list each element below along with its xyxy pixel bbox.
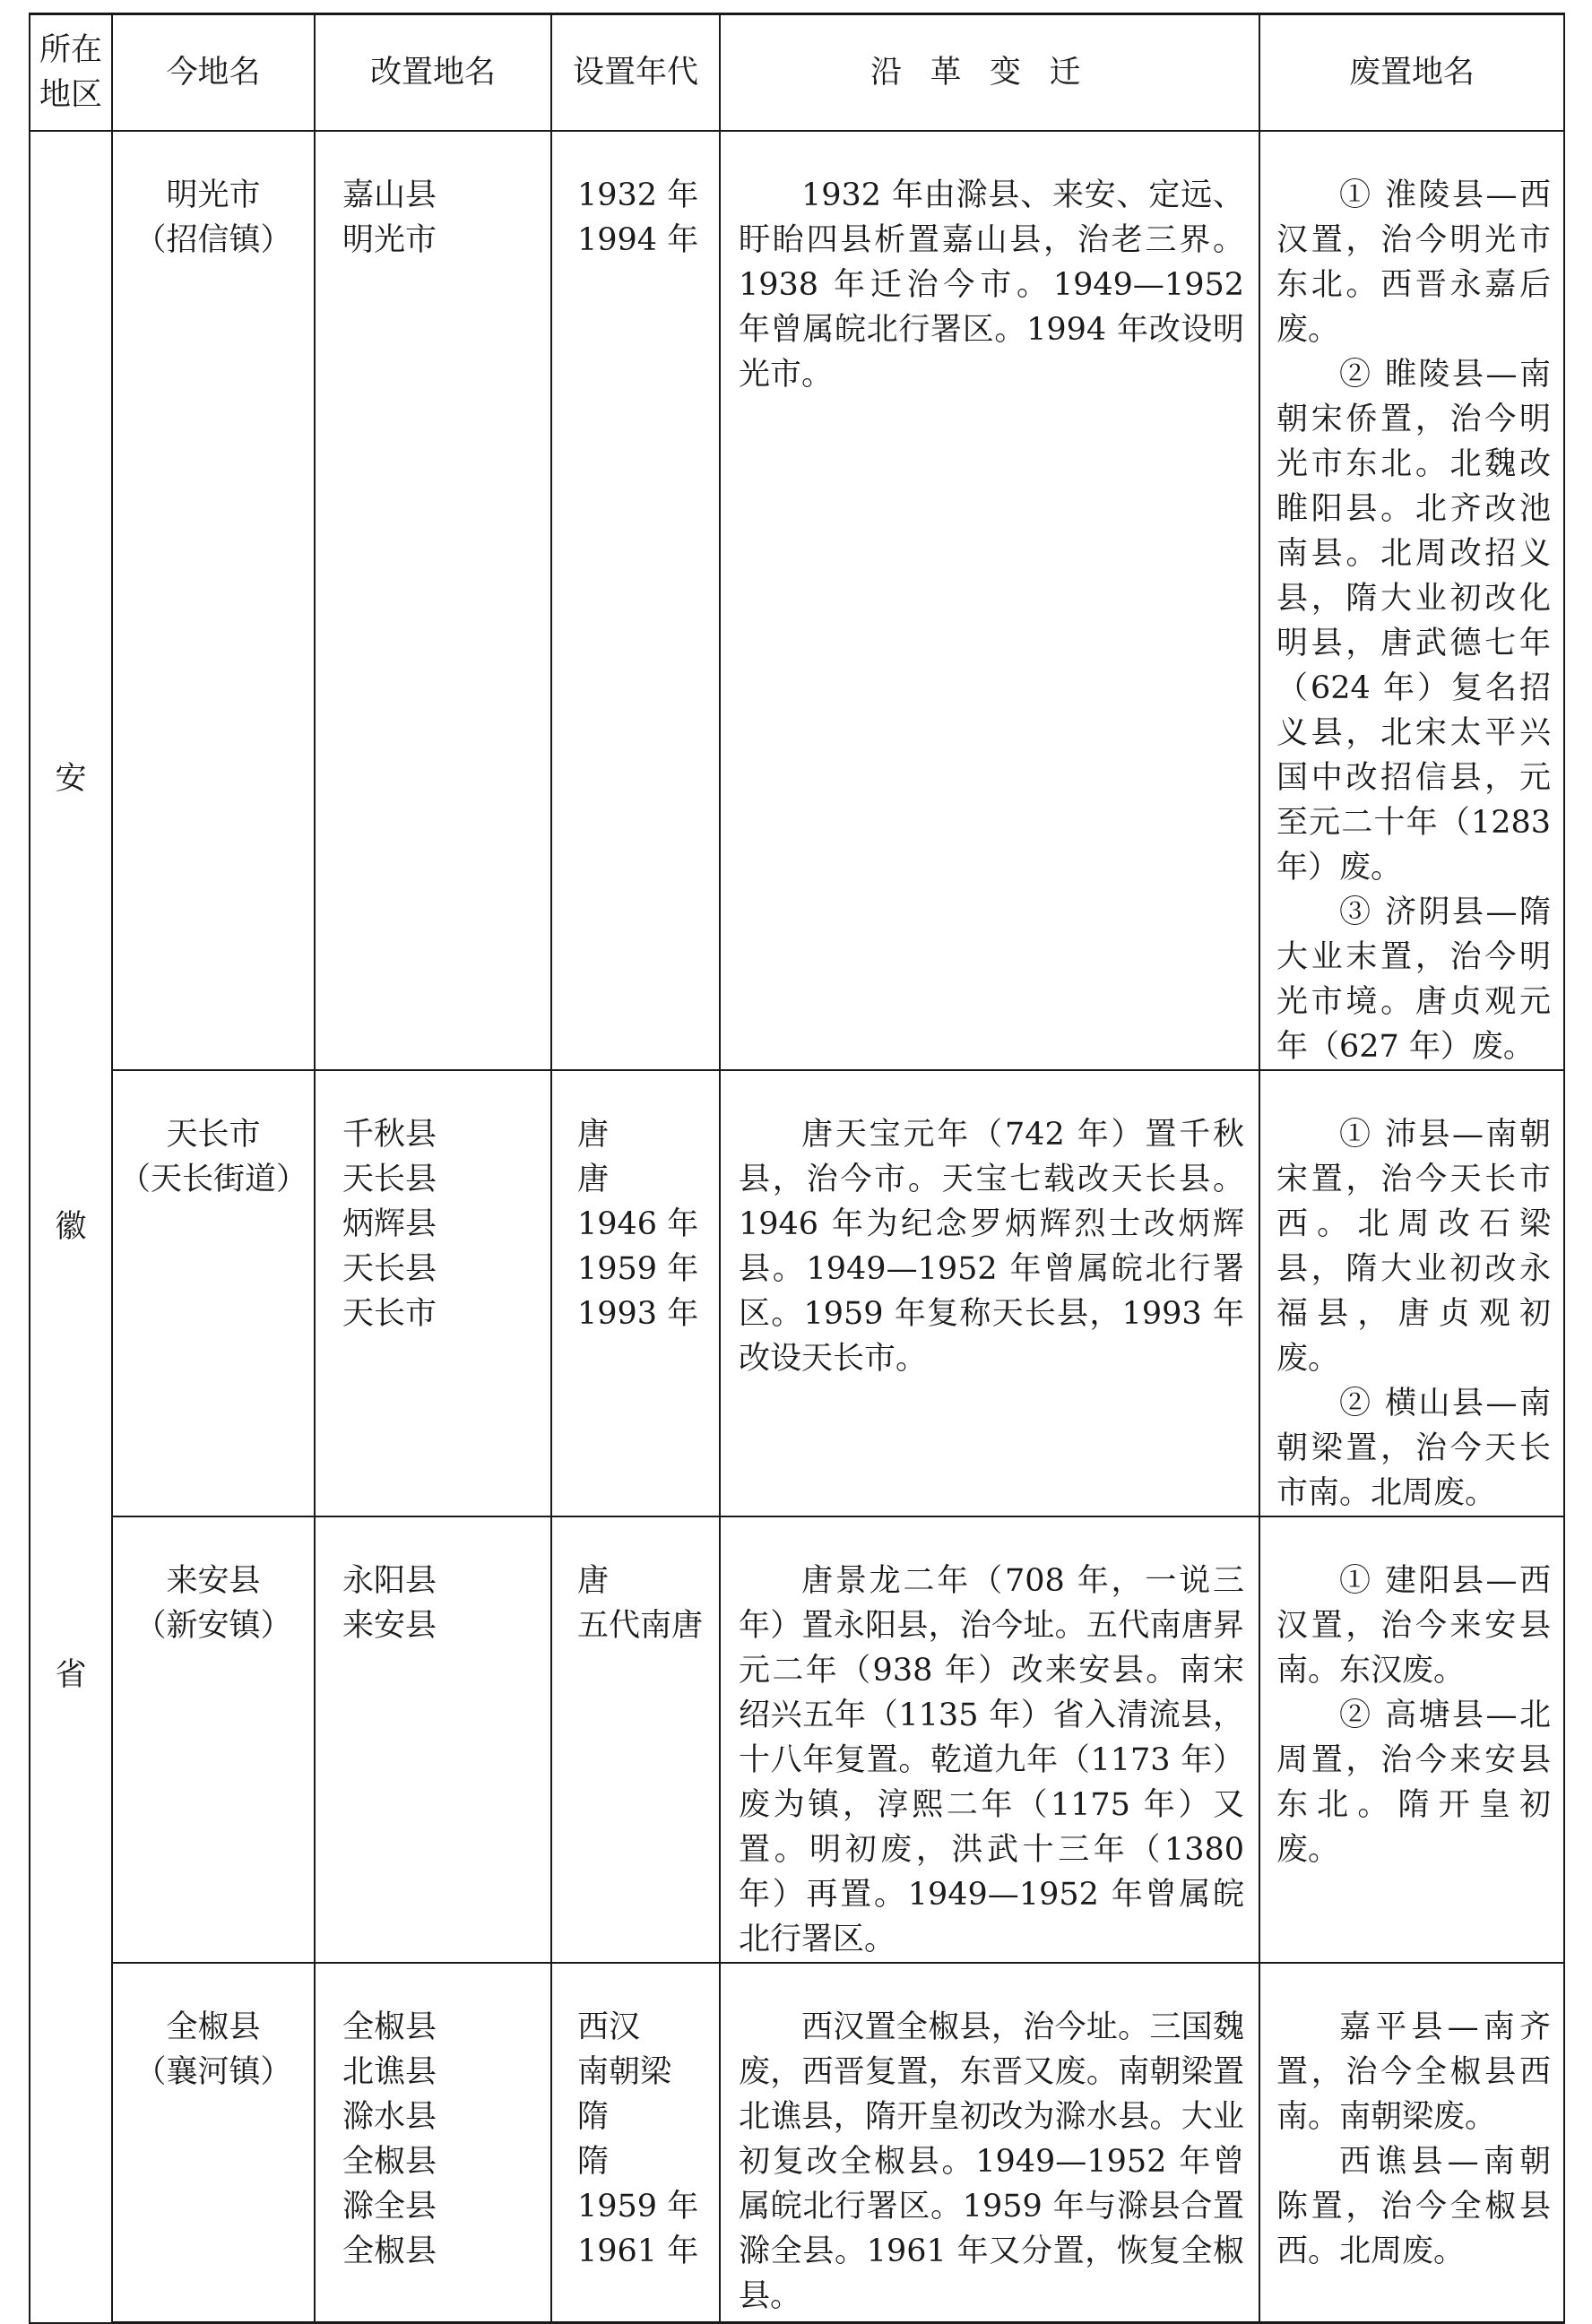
renamed-name: 天长县 (342, 1250, 437, 1287)
renamed-name: 来安县 (342, 1607, 437, 1644)
year-value: 隋 (577, 2098, 610, 2135)
table-row (30, 1070, 1564, 1516)
province-char: 徽 (55, 1208, 87, 1245)
year-cell (551, 1963, 720, 2323)
renamed-name: 北谯县 (342, 2053, 437, 2090)
current-name: 全椒县 (166, 2009, 261, 2045)
county-seat: （招信镇） (134, 221, 292, 258)
province-cell (30, 131, 112, 2323)
renamed-name: 千秋县 (342, 1116, 437, 1153)
abolished-cell (1259, 1070, 1564, 1516)
history-cell (720, 1963, 1259, 2323)
county-seat: （天长街道） (118, 1161, 307, 1197)
current-name-cell (112, 1516, 315, 1963)
year-cell (551, 1516, 720, 1963)
year-value: 1994 年 (577, 221, 699, 258)
abolished-entry: ② 睢陵县—南朝宋侨置，治今明光市东北。北魏改睢阳县。北齐改池南县。北周改招义县，隋大业初改化明县，唐武德七年（624 年）复名招义县，北宋太平兴国中改招信县，元至元二十年（1283 年）废。 (1276, 356, 1551, 886)
header-history: 沿革变迁 (720, 14, 1259, 131)
current-name-cell (112, 1070, 315, 1516)
year-value: 1993 年 (577, 1295, 699, 1332)
history-text: 唐天宝元年（742 年）置千秋县，治今市。天宝七载改天长县。1946 年为纪念罗炳辉烈士改炳辉县。1949—1952 年曾属皖北行署区。1959 年复称天长县，1993 年改设天长市。 (739, 1116, 1244, 1377)
year-value: 五代南唐 (577, 1607, 704, 1644)
header-abolished: 废置地名 (1259, 14, 1564, 131)
abolished-entry: ② 横山县—南朝梁置，治今天长市南。北周废。 (1276, 1385, 1551, 1511)
table-row (30, 1963, 1564, 2323)
header-current-name: 今地名 (112, 14, 315, 131)
renamed-cell (315, 131, 551, 1070)
history-cell (720, 1070, 1259, 1516)
county-seat: （新安镇） (134, 1607, 292, 1644)
header-row (30, 14, 1564, 131)
year-value: 唐 (577, 1562, 610, 1599)
header-year: 设置年代 (551, 14, 720, 131)
renamed-name: 天长市 (342, 1295, 437, 1332)
county-seat: （襄河镇） (134, 2053, 292, 2090)
year-value: 隋 (577, 2143, 610, 2180)
current-name-cell (112, 1963, 315, 2323)
history-text: 1932 年由滁县、来安、定远、盱眙四县析置嘉山县，治老三界。1938 年迁治今市。1949—1952 年曾属皖北行署区。1994 年改设明光市。 (739, 177, 1244, 393)
renamed-name: 全椒县 (342, 2233, 437, 2269)
current-name: 天长市 (166, 1116, 261, 1153)
abolished-entry: ③ 济阴县—隋大业末置，治今明光市境。唐贞观元年（627 年）废。 (1276, 894, 1551, 1065)
history-cell (720, 131, 1259, 1070)
renamed-name: 滁全县 (342, 2188, 437, 2225)
renamed-cell (315, 1516, 551, 1963)
renamed-name: 滁水县 (342, 2098, 437, 2135)
abolished-cell (1259, 1963, 1564, 2323)
table-row (30, 1516, 1564, 1963)
renamed-cell (315, 1963, 551, 2323)
year-value: 唐 (577, 1116, 610, 1153)
renamed-name: 永阳县 (342, 1562, 437, 1599)
renamed-name: 嘉山县 (342, 177, 437, 213)
current-name: 来安县 (166, 1562, 261, 1599)
renamed-name: 全椒县 (342, 2143, 437, 2180)
abolished-entry: ① 建阳县—西汉置，治今来安县南。东汉废。 (1276, 1562, 1551, 1689)
header-area: 所在地区 (30, 14, 112, 131)
year-value: 唐 (577, 1161, 610, 1197)
renamed-name: 明光市 (342, 221, 437, 258)
year-value: 1959 年 (577, 1250, 699, 1287)
abolished-entry: ② 高塘县—北周置，治今来安县东北。隋开皇初废。 (1276, 1697, 1551, 1868)
history-cell (720, 1516, 1259, 1963)
current-name-cell (112, 131, 315, 1070)
gazetteer-table (29, 13, 1565, 2324)
province-char: 安 (55, 760, 87, 797)
renamed-name: 炳辉县 (342, 1205, 437, 1242)
header-renamed: 改置地名 (315, 14, 551, 131)
province-char: 省 (55, 1656, 87, 1693)
year-value: 西汉 (577, 2009, 641, 2045)
history-text: 西汉置全椒县，治今址。三国魏废，西晋复置，东晋又废。南朝梁置北谯县，隋开皇初改为滁水县。大业初复改全椒县。1949—1952 年曾属皖北行署区。1959 年与滁县合置滁全县。1961 年又分置，恢复全椒县。 (739, 2009, 1244, 2314)
year-cell (551, 131, 720, 1070)
year-value: 1961 年 (577, 2233, 699, 2269)
abolished-cell (1259, 1516, 1564, 1963)
abolished-cell (1259, 131, 1564, 1070)
year-value: 1932 年 (577, 177, 699, 213)
renamed-name: 全椒县 (342, 2009, 437, 2045)
table-row (30, 131, 1564, 1070)
abolished-entry: 西谯县—南朝陈置，治今全椒县西。北周废。 (1276, 2143, 1551, 2269)
renamed-cell (315, 1070, 551, 1516)
abolished-entry: ① 淮陵县—西汉置，治今明光市东北。西晋永嘉后废。 (1276, 177, 1551, 348)
year-value: 南朝梁 (577, 2053, 672, 2090)
year-value: 1946 年 (577, 1205, 699, 1242)
abolished-entry: 嘉平县—南齐置，治今全椒县西南。南朝梁废。 (1276, 2009, 1551, 2135)
history-text: 唐景龙二年（708 年，一说三年）置永阳县，治今址。五代南唐昇元二年（938 年）改来安县。南宋绍兴五年（1135 年）省入清流县，十八年复置。乾道九年（1173 年）废为镇，淳熙二年（1175 年）又置。明初废，洪武十三年（1380 年）再置。1949—1952 年曾属皖北行署区。 (739, 1562, 1244, 1957)
year-cell (551, 1070, 720, 1516)
year-value: 1959 年 (577, 2188, 699, 2225)
current-name: 明光市 (166, 177, 261, 213)
renamed-name: 天长县 (342, 1161, 437, 1197)
abolished-entry: ① 沛县—南朝宋置，治今天长市西。北周改石梁县，隋大业初改永福县，唐贞观初废。 (1276, 1116, 1551, 1377)
